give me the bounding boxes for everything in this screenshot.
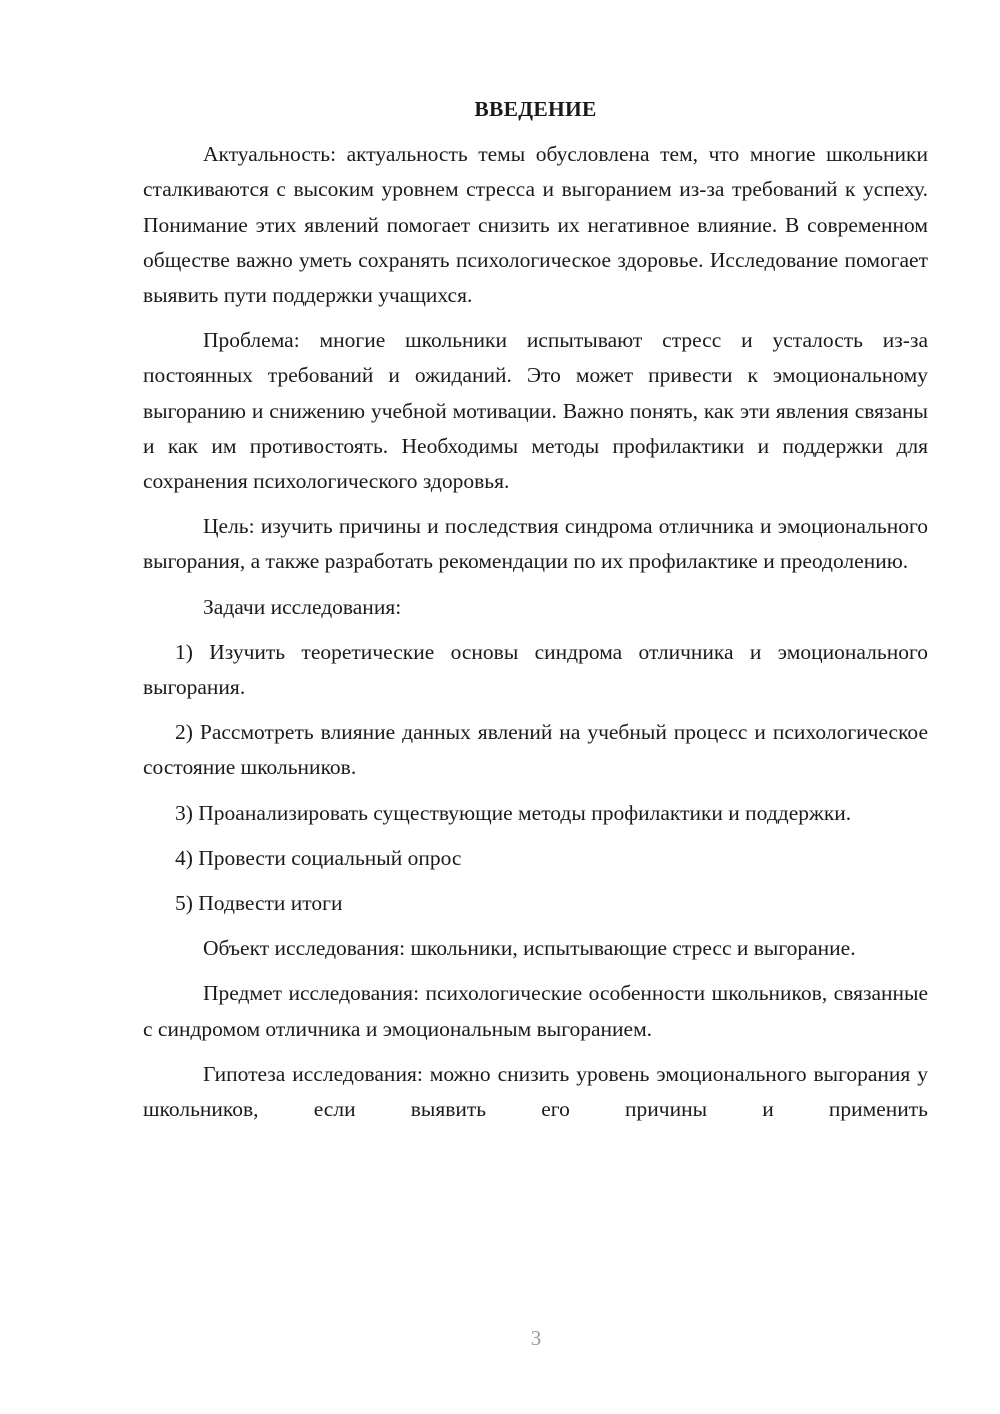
subject-paragraph: Предмет исследования: психологические особенности школьников, связанные с синдромом отличника и эмоциональным выгоранием. <box>143 981 928 1041</box>
relevance-paragraph: Актуальность: актуальность темы обусловлена тем, что многие школьники сталкиваются с высоким уровнем стресса и выгоранием из-за требований к успеху. Понимание этих явлений помогает снизить их негативное влияние. В современном обществе важно уметь сохранять психологическое здоровье. Исследование помогает выявить пути поддержки учащихся. <box>143 142 928 308</box>
hypothesis-paragraph: Гипотеза исследования: можно снизить уровень эмоционального выгорания у школьников, если выявить его причины и применить <box>143 1061 928 1122</box>
document-page <box>143 92 928 1137</box>
page-number: 3 <box>530 1326 542 1350</box>
task-item: 1) Изучить теоретические основы синдрома отличника и эмоционального выгорания. <box>143 639 928 700</box>
object-paragraph: Объект исследования: школьники, испытывающие стресс и выгорание. <box>203 936 856 961</box>
section-heading: ВВЕДЕНИЕ <box>474 97 597 121</box>
task-item: 5) Подвести итоги <box>175 891 343 916</box>
task-item: 3) Проанализировать существующие методы профилактики и поддержки. <box>175 800 852 825</box>
task-item: 4) Провести социальный опрос <box>175 845 462 870</box>
tasks-heading: Задачи исследования: <box>203 594 402 619</box>
task-item: 2) Рассмотреть влияние данных явлений на учебный процесс и психологическое состояние школьников. <box>143 720 928 780</box>
goal-paragraph: Цель: изучить причины и последствия синдрома отличника и эмоционального выгорания, а также разработать рекомендации по их профилактике и преодолению. <box>143 514 928 574</box>
problem-paragraph: Проблема: многие школьники испытывают стресс и усталость из-за постоянных требований и ожиданий. Это может привести к эмоциональному выгоранию и снижению учебной мотивации. Важно понять, как эти явления связаны и как им противостоять. Необходимы методы профилактики и поддержки для сохранения психологического здоровья. <box>143 328 928 494</box>
